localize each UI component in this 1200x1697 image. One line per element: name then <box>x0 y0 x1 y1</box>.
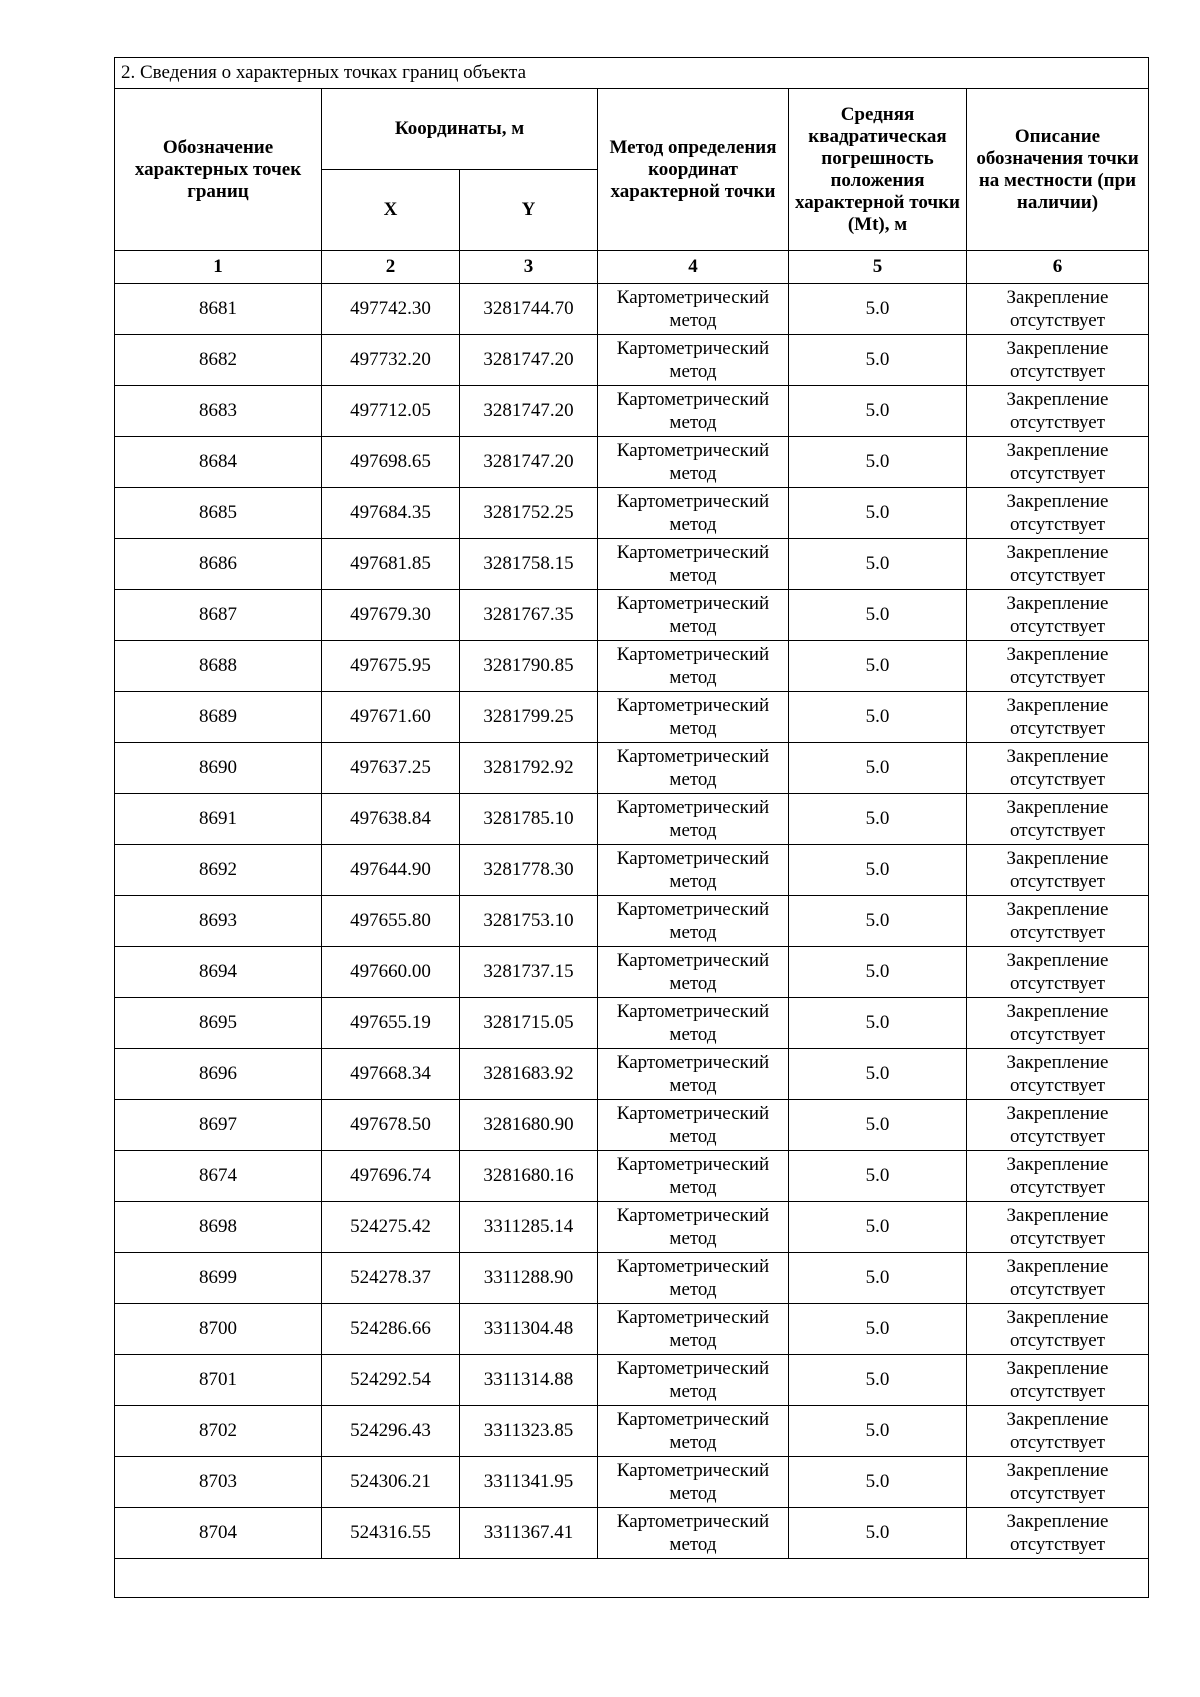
x-coordinate-cell: 497675.95 <box>322 641 460 692</box>
x-coordinate-cell: 497678.50 <box>322 1100 460 1151</box>
point-number-cell: 8685 <box>115 488 322 539</box>
point-number-cell: 8682 <box>115 335 322 386</box>
header-row <box>115 89 1149 170</box>
error-cell: 5.0 <box>789 590 967 641</box>
empty-footer-row <box>115 1559 1149 1598</box>
table-row <box>115 539 1149 590</box>
method-cell <box>598 998 789 1049</box>
x-coordinate-cell: 497660.00 <box>322 947 460 998</box>
description-cell <box>967 386 1149 437</box>
description-text: Закрепление <box>1006 389 1109 410</box>
description-text: Закрепление <box>1006 1205 1109 1226</box>
y-coordinate-cell: 3311304.48 <box>460 1304 598 1355</box>
description-text: Закрепление <box>1006 695 1109 716</box>
header-coords-label: Координаты, м <box>322 89 598 170</box>
description-cell <box>967 590 1149 641</box>
error-cell: 5.0 <box>789 1151 967 1202</box>
description-cell <box>967 998 1149 1049</box>
description-cell <box>967 845 1149 896</box>
point-number-cell: 8702 <box>115 1406 322 1457</box>
description-cell <box>967 1100 1149 1151</box>
table-row <box>115 1406 1149 1457</box>
method-text: Картометрический <box>616 1511 770 1532</box>
description-text: Закрепление <box>1006 1358 1109 1379</box>
method-cell <box>598 1049 789 1100</box>
method-text: Картометрический <box>616 950 770 971</box>
description-text: отсутствует <box>1009 1177 1106 1198</box>
caption-row <box>115 58 1149 89</box>
method-text: метод <box>669 1483 717 1504</box>
method-text: метод <box>669 565 717 586</box>
description-text: Закрепление <box>1006 1307 1109 1328</box>
description-cell <box>967 1355 1149 1406</box>
error-cell: 5.0 <box>789 1202 967 1253</box>
description-text: отсутствует <box>1009 463 1106 484</box>
method-cell <box>598 1304 789 1355</box>
description-text: Закрепление <box>1006 542 1109 563</box>
point-number-cell: 8695 <box>115 998 322 1049</box>
x-coordinate-cell: 524278.37 <box>322 1253 460 1304</box>
table-row <box>115 335 1149 386</box>
error-cell: 5.0 <box>789 692 967 743</box>
point-number-cell: 8693 <box>115 896 322 947</box>
method-cell <box>598 896 789 947</box>
point-number-cell: 8692 <box>115 845 322 896</box>
y-coordinate-cell: 3281680.16 <box>460 1151 598 1202</box>
point-number-cell: 8698 <box>115 1202 322 1253</box>
method-text: метод <box>669 412 717 433</box>
point-number-cell: 8703 <box>115 1457 322 1508</box>
y-coordinate-cell: 3311341.95 <box>460 1457 598 1508</box>
method-text: Картометрический <box>616 1256 770 1277</box>
method-text: метод <box>669 871 717 892</box>
header-error-label: Средняя квадратическая погрешность положения характерной точки (Mt), м <box>789 89 967 251</box>
error-cell: 5.0 <box>789 1253 967 1304</box>
method-text: Картометрический <box>616 1460 770 1481</box>
table-row <box>115 488 1149 539</box>
x-coordinate-cell: 497638.84 <box>322 794 460 845</box>
description-cell <box>967 1457 1149 1508</box>
boundary-points-table <box>114 57 1149 1598</box>
x-coordinate-cell: 497698.65 <box>322 437 460 488</box>
table-row <box>115 1304 1149 1355</box>
y-coordinate-cell: 3281799.25 <box>460 692 598 743</box>
method-text: Картометрический <box>616 848 770 869</box>
y-coordinate-cell: 3281747.20 <box>460 386 598 437</box>
description-cell <box>967 437 1149 488</box>
x-coordinate-cell: 497696.74 <box>322 1151 460 1202</box>
x-coordinate-cell: 524316.55 <box>322 1508 460 1559</box>
column-number: 1 <box>115 251 322 284</box>
description-cell <box>967 1406 1149 1457</box>
description-cell <box>967 284 1149 335</box>
x-coordinate-cell: 497679.30 <box>322 590 460 641</box>
method-text: Картометрический <box>616 542 770 563</box>
point-number-cell: 8688 <box>115 641 322 692</box>
table-row <box>115 386 1149 437</box>
method-text: Картометрический <box>616 1307 770 1328</box>
header-y-label: Y <box>460 170 598 251</box>
y-coordinate-cell: 3311314.88 <box>460 1355 598 1406</box>
x-coordinate-cell: 497637.25 <box>322 743 460 794</box>
method-text: метод <box>669 310 717 331</box>
y-coordinate-cell: 3311288.90 <box>460 1253 598 1304</box>
description-cell <box>967 1304 1149 1355</box>
column-number: 5 <box>789 251 967 284</box>
method-text: Картометрический <box>616 746 770 767</box>
method-cell <box>598 437 789 488</box>
description-text: Закрепление <box>1006 848 1109 869</box>
method-cell <box>598 692 789 743</box>
table-row <box>115 947 1149 998</box>
column-number: 3 <box>460 251 598 284</box>
description-text: Закрепление <box>1006 1154 1109 1175</box>
description-text: отсутствует <box>1009 361 1106 382</box>
y-coordinate-cell: 3281715.05 <box>460 998 598 1049</box>
x-coordinate-cell: 497655.80 <box>322 896 460 947</box>
header-x-label: X <box>322 170 460 251</box>
y-coordinate-cell: 3281752.25 <box>460 488 598 539</box>
y-coordinate-cell: 3311285.14 <box>460 1202 598 1253</box>
table-row <box>115 794 1149 845</box>
error-cell: 5.0 <box>789 386 967 437</box>
method-text: метод <box>669 361 717 382</box>
method-cell <box>598 335 789 386</box>
point-number-cell: 8686 <box>115 539 322 590</box>
y-coordinate-cell: 3281785.10 <box>460 794 598 845</box>
method-cell <box>598 845 789 896</box>
description-text: Закрепление <box>1006 1409 1109 1430</box>
error-cell: 5.0 <box>789 488 967 539</box>
point-number-cell: 8689 <box>115 692 322 743</box>
error-cell: 5.0 <box>789 284 967 335</box>
description-text: отсутствует <box>1009 412 1106 433</box>
error-cell: 5.0 <box>789 998 967 1049</box>
method-text: метод <box>669 1228 717 1249</box>
description-text: отсутствует <box>1009 922 1106 943</box>
column-number: 2 <box>322 251 460 284</box>
method-text: Картометрический <box>616 1103 770 1124</box>
table-row <box>115 1355 1149 1406</box>
method-text: метод <box>669 1534 717 1555</box>
description-text: отсутствует <box>1009 1279 1106 1300</box>
point-number-cell: 8683 <box>115 386 322 437</box>
description-text: отсутствует <box>1009 769 1106 790</box>
method-text: метод <box>669 1126 717 1147</box>
description-text: Закрепление <box>1006 1103 1109 1124</box>
description-cell <box>967 1151 1149 1202</box>
method-text: метод <box>669 718 717 739</box>
description-text: отсутствует <box>1009 514 1106 535</box>
method-text: метод <box>669 922 717 943</box>
y-coordinate-cell: 3311323.85 <box>460 1406 598 1457</box>
description-text: отсутствует <box>1009 973 1106 994</box>
table-row <box>115 437 1149 488</box>
column-number: 4 <box>598 251 789 284</box>
method-cell <box>598 284 789 335</box>
y-coordinate-cell: 3281683.92 <box>460 1049 598 1100</box>
y-coordinate-cell: 3281792.92 <box>460 743 598 794</box>
method-text: метод <box>669 463 717 484</box>
point-number-cell: 8681 <box>115 284 322 335</box>
error-cell: 5.0 <box>789 794 967 845</box>
description-text: Закрепление <box>1006 644 1109 665</box>
description-text: Закрепление <box>1006 1460 1109 1481</box>
description-text: Закрепление <box>1006 287 1109 308</box>
method-cell <box>598 539 789 590</box>
error-cell: 5.0 <box>789 1457 967 1508</box>
table-row <box>115 1508 1149 1559</box>
method-text: метод <box>669 616 717 637</box>
description-text: отсутствует <box>1009 1534 1106 1555</box>
method-text: Картометрический <box>616 1001 770 1022</box>
y-coordinate-cell: 3281737.15 <box>460 947 598 998</box>
method-text: Картометрический <box>616 491 770 512</box>
method-cell <box>598 1202 789 1253</box>
table-row <box>115 1202 1149 1253</box>
point-number-cell: 8704 <box>115 1508 322 1559</box>
x-coordinate-cell: 497681.85 <box>322 539 460 590</box>
method-text: метод <box>669 973 717 994</box>
description-text: отсутствует <box>1009 1483 1106 1504</box>
empty-footer-cell <box>115 1559 1149 1598</box>
method-cell <box>598 1508 789 1559</box>
method-text: Картометрический <box>616 1358 770 1379</box>
description-text: Закрепление <box>1006 746 1109 767</box>
point-number-cell: 8684 <box>115 437 322 488</box>
point-number-cell: 8687 <box>115 590 322 641</box>
point-number-cell: 8697 <box>115 1100 322 1151</box>
table-row <box>115 284 1149 335</box>
x-coordinate-cell: 497712.05 <box>322 386 460 437</box>
method-cell <box>598 1355 789 1406</box>
method-text: метод <box>669 1075 717 1096</box>
x-coordinate-cell: 497732.20 <box>322 335 460 386</box>
point-number-cell: 8700 <box>115 1304 322 1355</box>
error-cell: 5.0 <box>789 1100 967 1151</box>
description-text: отсутствует <box>1009 616 1106 637</box>
error-cell: 5.0 <box>789 539 967 590</box>
method-cell <box>598 1457 789 1508</box>
method-text: Картометрический <box>616 644 770 665</box>
description-text: отсутствует <box>1009 820 1106 841</box>
method-text: метод <box>669 1279 717 1300</box>
method-text: Картометрический <box>616 593 770 614</box>
method-text: Картометрический <box>616 695 770 716</box>
point-number-cell: 8699 <box>115 1253 322 1304</box>
method-cell <box>598 1100 789 1151</box>
method-text: Картометрический <box>616 1052 770 1073</box>
method-cell <box>598 1406 789 1457</box>
y-coordinate-cell: 3281680.90 <box>460 1100 598 1151</box>
description-text: отсутствует <box>1009 1381 1106 1402</box>
description-text: Закрепление <box>1006 1256 1109 1277</box>
method-text: Картометрический <box>616 287 770 308</box>
x-coordinate-cell: 497671.60 <box>322 692 460 743</box>
y-coordinate-cell: 3281778.30 <box>460 845 598 896</box>
description-text: отсутствует <box>1009 1126 1106 1147</box>
description-cell <box>967 1202 1149 1253</box>
header-description-label: Описание обозначения точки на местности (при наличии) <box>967 89 1149 251</box>
error-cell: 5.0 <box>789 947 967 998</box>
table-row <box>115 998 1149 1049</box>
y-coordinate-cell: 3281747.20 <box>460 335 598 386</box>
description-text: Закрепление <box>1006 491 1109 512</box>
method-text: Картометрический <box>616 797 770 818</box>
x-coordinate-cell: 497655.19 <box>322 998 460 1049</box>
description-text: отсутствует <box>1009 565 1106 586</box>
description-text: Закрепление <box>1006 338 1109 359</box>
method-text: Картометрический <box>616 1154 770 1175</box>
description-text: Закрепление <box>1006 593 1109 614</box>
method-cell <box>598 743 789 794</box>
description-text: Закрепление <box>1006 440 1109 461</box>
description-text: отсутствует <box>1009 1228 1106 1249</box>
y-coordinate-cell: 3281790.85 <box>460 641 598 692</box>
error-cell: 5.0 <box>789 845 967 896</box>
method-cell <box>598 1151 789 1202</box>
table-row <box>115 641 1149 692</box>
header-method-label: Метод определения координат характерной точки <box>598 89 789 251</box>
method-cell <box>598 386 789 437</box>
method-cell <box>598 947 789 998</box>
x-coordinate-cell: 497742.30 <box>322 284 460 335</box>
method-text: Картометрический <box>616 389 770 410</box>
point-number-cell: 8696 <box>115 1049 322 1100</box>
error-cell: 5.0 <box>789 896 967 947</box>
error-cell: 5.0 <box>789 437 967 488</box>
table-row <box>115 743 1149 794</box>
description-cell <box>967 488 1149 539</box>
description-text: Закрепление <box>1006 797 1109 818</box>
description-cell <box>967 641 1149 692</box>
method-text: метод <box>669 667 717 688</box>
description-cell <box>967 1253 1149 1304</box>
y-coordinate-cell: 3281744.70 <box>460 284 598 335</box>
method-cell <box>598 641 789 692</box>
description-cell <box>967 539 1149 590</box>
y-coordinate-cell: 3311367.41 <box>460 1508 598 1559</box>
error-cell: 5.0 <box>789 1508 967 1559</box>
header-point-label: Обозначение характерных точек границ <box>115 89 322 251</box>
method-text: метод <box>669 1024 717 1045</box>
description-text: отсутствует <box>1009 871 1106 892</box>
description-text: отсутствует <box>1009 1432 1106 1453</box>
description-cell <box>967 692 1149 743</box>
method-text: метод <box>669 1432 717 1453</box>
description-text: Закрепление <box>1006 950 1109 971</box>
description-text: отсутствует <box>1009 1024 1106 1045</box>
method-text: Картометрический <box>616 440 770 461</box>
x-coordinate-cell: 524292.54 <box>322 1355 460 1406</box>
method-text: метод <box>669 1330 717 1351</box>
description-text: отсутствует <box>1009 718 1106 739</box>
description-cell <box>967 743 1149 794</box>
description-cell <box>967 794 1149 845</box>
table-row <box>115 845 1149 896</box>
method-text: Картометрический <box>616 338 770 359</box>
method-text: метод <box>669 1177 717 1198</box>
method-text: метод <box>669 514 717 535</box>
column-number-row <box>115 251 1149 284</box>
error-cell: 5.0 <box>789 743 967 794</box>
error-cell: 5.0 <box>789 1355 967 1406</box>
method-cell <box>598 1253 789 1304</box>
table-row <box>115 1457 1149 1508</box>
y-coordinate-cell: 3281747.20 <box>460 437 598 488</box>
column-number: 6 <box>967 251 1149 284</box>
x-coordinate-cell: 497668.34 <box>322 1049 460 1100</box>
x-coordinate-cell: 524286.66 <box>322 1304 460 1355</box>
description-text: Закрепление <box>1006 899 1109 920</box>
description-text: отсутствует <box>1009 667 1106 688</box>
point-number-cell: 8694 <box>115 947 322 998</box>
description-text: отсутствует <box>1009 1075 1106 1096</box>
table-row <box>115 896 1149 947</box>
method-text: Картометрический <box>616 1409 770 1430</box>
description-text: Закрепление <box>1006 1052 1109 1073</box>
x-coordinate-cell: 497644.90 <box>322 845 460 896</box>
description-text: отсутствует <box>1009 310 1106 331</box>
error-cell: 5.0 <box>789 335 967 386</box>
x-coordinate-cell: 524296.43 <box>322 1406 460 1457</box>
table-row <box>115 590 1149 641</box>
error-cell: 5.0 <box>789 1049 967 1100</box>
table-row <box>115 692 1149 743</box>
y-coordinate-cell: 3281753.10 <box>460 896 598 947</box>
method-text: метод <box>669 769 717 790</box>
description-cell <box>967 896 1149 947</box>
y-coordinate-cell: 3281758.15 <box>460 539 598 590</box>
table-row <box>115 1049 1149 1100</box>
point-number-cell: 8691 <box>115 794 322 845</box>
description-text: отсутствует <box>1009 1330 1106 1351</box>
table-row <box>115 1151 1149 1202</box>
description-cell <box>967 1508 1149 1559</box>
method-text: Картометрический <box>616 1205 770 1226</box>
method-text: Картометрический <box>616 899 770 920</box>
point-number-cell: 8690 <box>115 743 322 794</box>
method-cell <box>598 590 789 641</box>
table-row <box>115 1100 1149 1151</box>
x-coordinate-cell: 497684.35 <box>322 488 460 539</box>
x-coordinate-cell: 524306.21 <box>322 1457 460 1508</box>
error-cell: 5.0 <box>789 1304 967 1355</box>
error-cell: 5.0 <box>789 641 967 692</box>
table-caption: 2. Сведения о характерных точках границ объекта <box>115 58 1149 89</box>
method-text: метод <box>669 1381 717 1402</box>
table-row <box>115 1253 1149 1304</box>
description-cell <box>967 947 1149 998</box>
method-text: метод <box>669 820 717 841</box>
method-cell <box>598 794 789 845</box>
x-coordinate-cell: 524275.42 <box>322 1202 460 1253</box>
description-cell <box>967 335 1149 386</box>
description-cell <box>967 1049 1149 1100</box>
y-coordinate-cell: 3281767.35 <box>460 590 598 641</box>
method-cell <box>598 488 789 539</box>
point-number-cell: 8674 <box>115 1151 322 1202</box>
description-text: Закрепление <box>1006 1511 1109 1532</box>
point-number-cell: 8701 <box>115 1355 322 1406</box>
error-cell: 5.0 <box>789 1406 967 1457</box>
description-text: Закрепление <box>1006 1001 1109 1022</box>
